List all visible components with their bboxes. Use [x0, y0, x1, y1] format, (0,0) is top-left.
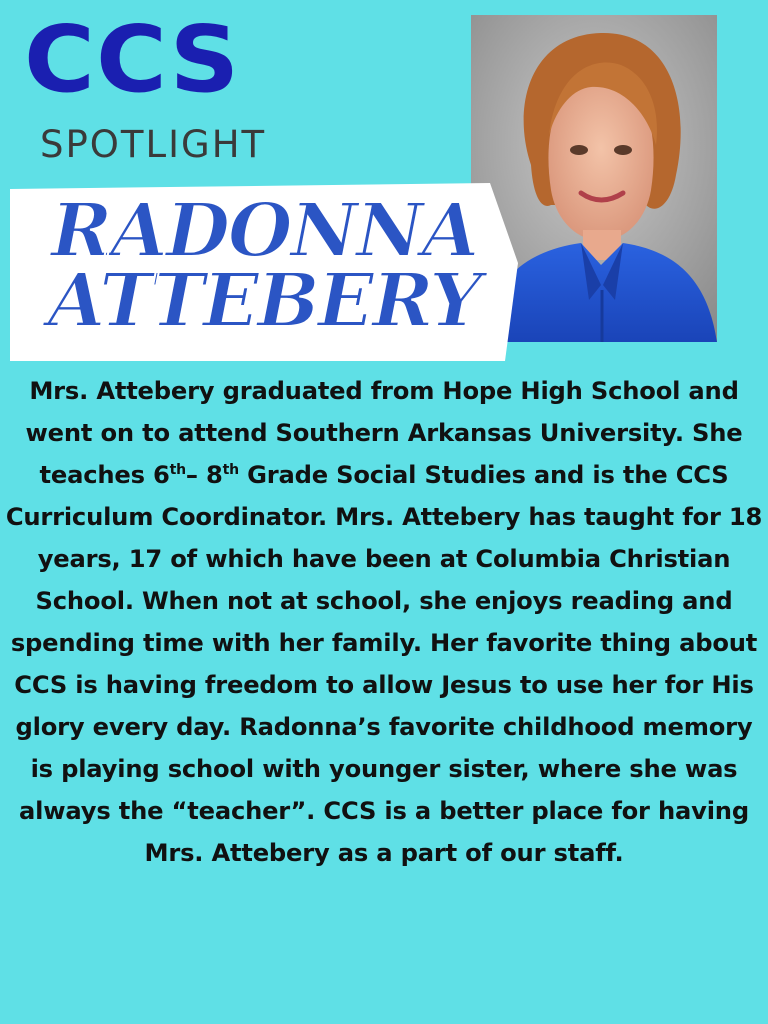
- bio-superscript-2: th: [222, 461, 239, 478]
- bio-superscript-1: th: [169, 461, 186, 478]
- bio-part-2: – 8: [185, 461, 223, 489]
- last-name: ATTEBERY: [47, 258, 481, 344]
- school-title: CCS: [24, 6, 241, 113]
- first-name: RADONNA: [50, 188, 478, 274]
- bio-part-1: Mrs. Attebery graduated from Hope High School and went on to attend Southern Arkansas University. She teaches 6: [25, 377, 743, 489]
- spotlight-subtitle: SPOTLIGHT: [40, 123, 267, 166]
- biography-text: [4, 370, 764, 874]
- bio-part-3: Grade Social Studies and is the CCS Curriculum Coordinator. Mrs. Attebery has taught for 18 years, 17 of which have been at Columbia Christian School. When not at school, she enjoys reading and spending time with her family. Her favorite thing about CCS is having freedom to allow Jesus to use her for His glory every day. Radonna’s favorite childhood memory is playing school with younger sister, where she was always the “teacher”. CCS is a better place for having Mrs. Attebery as a part of our staff.: [5, 461, 763, 867]
- name-plate: [10, 183, 518, 361]
